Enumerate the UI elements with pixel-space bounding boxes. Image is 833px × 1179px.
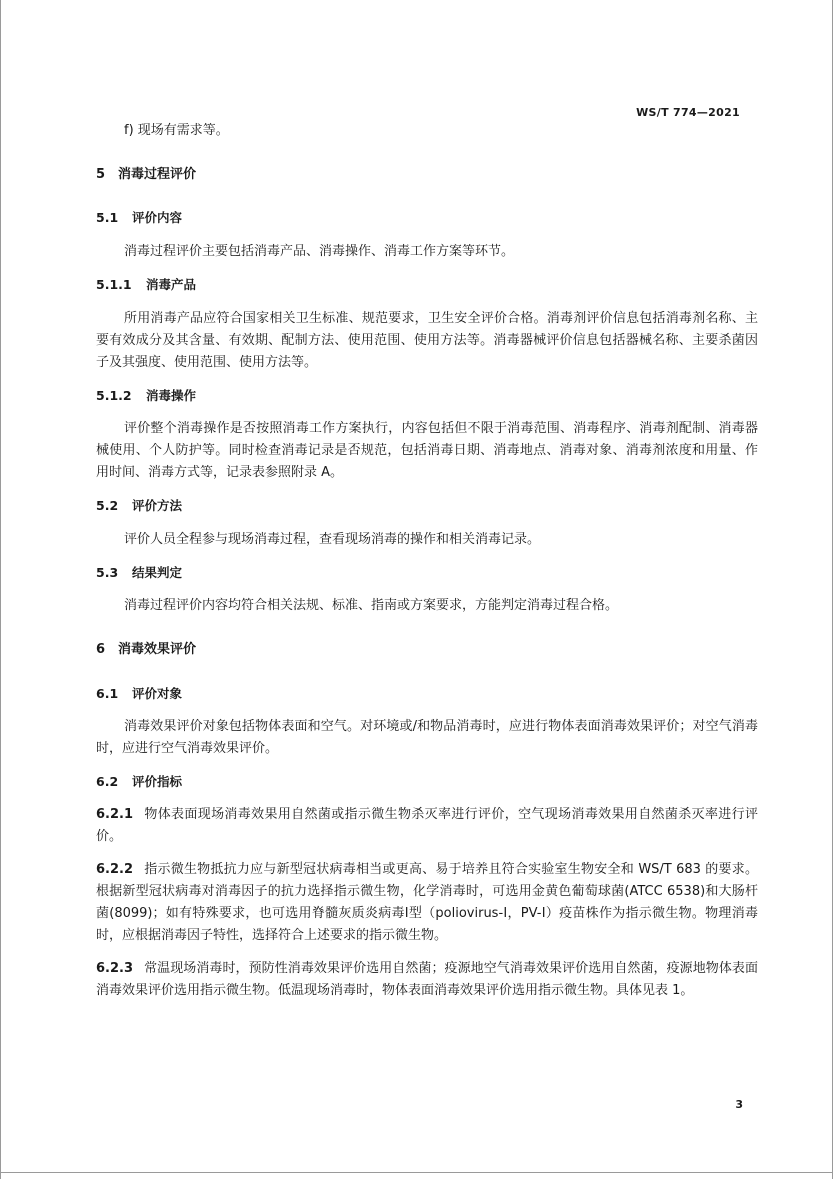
- clause-number: 6.2.1: [96, 807, 134, 822]
- section-number: 5.2: [96, 498, 119, 513]
- section-number: 5.3: [96, 565, 119, 580]
- paragraph-6-2-1: [96, 804, 758, 848]
- section-title: 评价内容: [132, 210, 183, 225]
- section-number: 5.1: [96, 210, 119, 225]
- paragraph-6-1: 消毒效果评价对象包括物体表面和空气。对环境或/和物品消毒时，应进行物体表面消毒效果评价；对空气消毒时，应进行空气消毒效果评价。: [96, 719, 758, 756]
- page-number: 3: [735, 1098, 743, 1111]
- clause-number: 6.2.2: [96, 862, 134, 877]
- clause-number: 6.2.3: [96, 961, 134, 976]
- list-item-f: f) 现场有需求等。: [124, 123, 229, 138]
- section-title: 消毒操作: [146, 388, 197, 403]
- paragraph-5-3: 消毒过程评价内容均符合相关法规、标准、指南或方案要求，方能判定消毒过程合格。: [124, 598, 619, 613]
- page-border-bottom: [0, 1172, 833, 1173]
- section-title: 评价方法: [132, 498, 183, 513]
- section-title: 消毒过程评价: [118, 167, 197, 182]
- section-6-heading: [96, 639, 758, 661]
- standard-number: WS/T 774—2021: [636, 106, 740, 119]
- section-title: 结果判定: [132, 565, 183, 580]
- section-number: 6.1: [96, 686, 119, 701]
- section-number: 5.1.1: [96, 277, 132, 292]
- section-5-1-2-heading: [96, 385, 758, 407]
- section-number: 5.1.2: [96, 388, 132, 403]
- section-6-1-heading: [96, 683, 758, 705]
- section-title: 评价对象: [132, 686, 183, 701]
- section-5-1-1-heading: [96, 274, 758, 296]
- paragraph-5-2: 评价人员全程参与现场消毒过程，查看现场消毒的操作和相关消毒记录。: [124, 532, 541, 547]
- page-border-left: [0, 0, 1, 1179]
- section-title: 消毒效果评价: [118, 642, 197, 657]
- paragraph-5-1-1: 所用消毒产品应符合国家相关卫生标准、规范要求，卫生安全评价合格。消毒剂评价信息包括消毒剂名称、主要有效成分及其含量、有效期、配制方法、使用范围、使用方法等。消毒器械评价信息包括器械名称、主要杀菌因子及其强度、使用范围、使用方法等。: [96, 311, 758, 370]
- section-5-2-heading: [96, 495, 758, 517]
- paragraph-6-2-2: [96, 859, 758, 947]
- section-6-2-heading: [96, 771, 758, 793]
- clause-text: 常温现场消毒时，预防性消毒效果评价选用自然菌；疫源地空气消毒效果评价选用自然菌，疫源地物体表面消毒效果评价选用指示微生物。低温现场消毒时，物体表面消毒效果评价选用指示微生物。具体见表 1。: [96, 961, 758, 998]
- paragraph-6-2-3: [96, 958, 758, 1002]
- paragraph-5-1-2: 评价整个消毒操作是否按照消毒工作方案执行，内容包括但不限于消毒范围、消毒程序、消毒剂配制、消毒器械使用、个人防护等。同时检查消毒记录是否规范，包括消毒日期、消毒地点、消毒对象、消毒剂浓度和用量、作用时间、消毒方式等，记录表参照附录 A。: [96, 421, 758, 480]
- section-number: 6.2: [96, 774, 119, 789]
- clause-text: 物体表面现场消毒效果用自然菌或指示微生物杀灭率进行评价，空气现场消毒效果用自然菌杀灭率进行评价。: [96, 807, 758, 844]
- section-number: 6: [96, 642, 106, 657]
- clause-text: 指示微生物抵抗力应与新型冠状病毒相当或更高、易于培养且符合实验室生物安全和 WS/T 683 的要求。根据新型冠状病毒对消毒因子的抗力选择指示微生物，化学消毒时，可选用金黄色葡萄球菌(ATCC 6538)和大肠杆菌(8099)；如有特殊要求，也可选用脊髓灰质炎病毒Ⅰ型（poliovirus-Ⅰ，PV-Ⅰ）疫苗株作为指示微生物。物理消毒时，应根据消毒因子特性，选择符合上述要求的指示微生物。: [96, 862, 758, 943]
- section-number: 5: [96, 167, 106, 182]
- section-title: 评价指标: [132, 774, 183, 789]
- section-5-heading: [96, 164, 758, 186]
- paragraph-5-1: 消毒过程评价主要包括消毒产品、消毒操作、消毒工作方案等环节。: [124, 244, 515, 259]
- section-5-3-heading: [96, 562, 758, 584]
- section-5-1-heading: [96, 207, 758, 229]
- section-title: 消毒产品: [146, 277, 197, 292]
